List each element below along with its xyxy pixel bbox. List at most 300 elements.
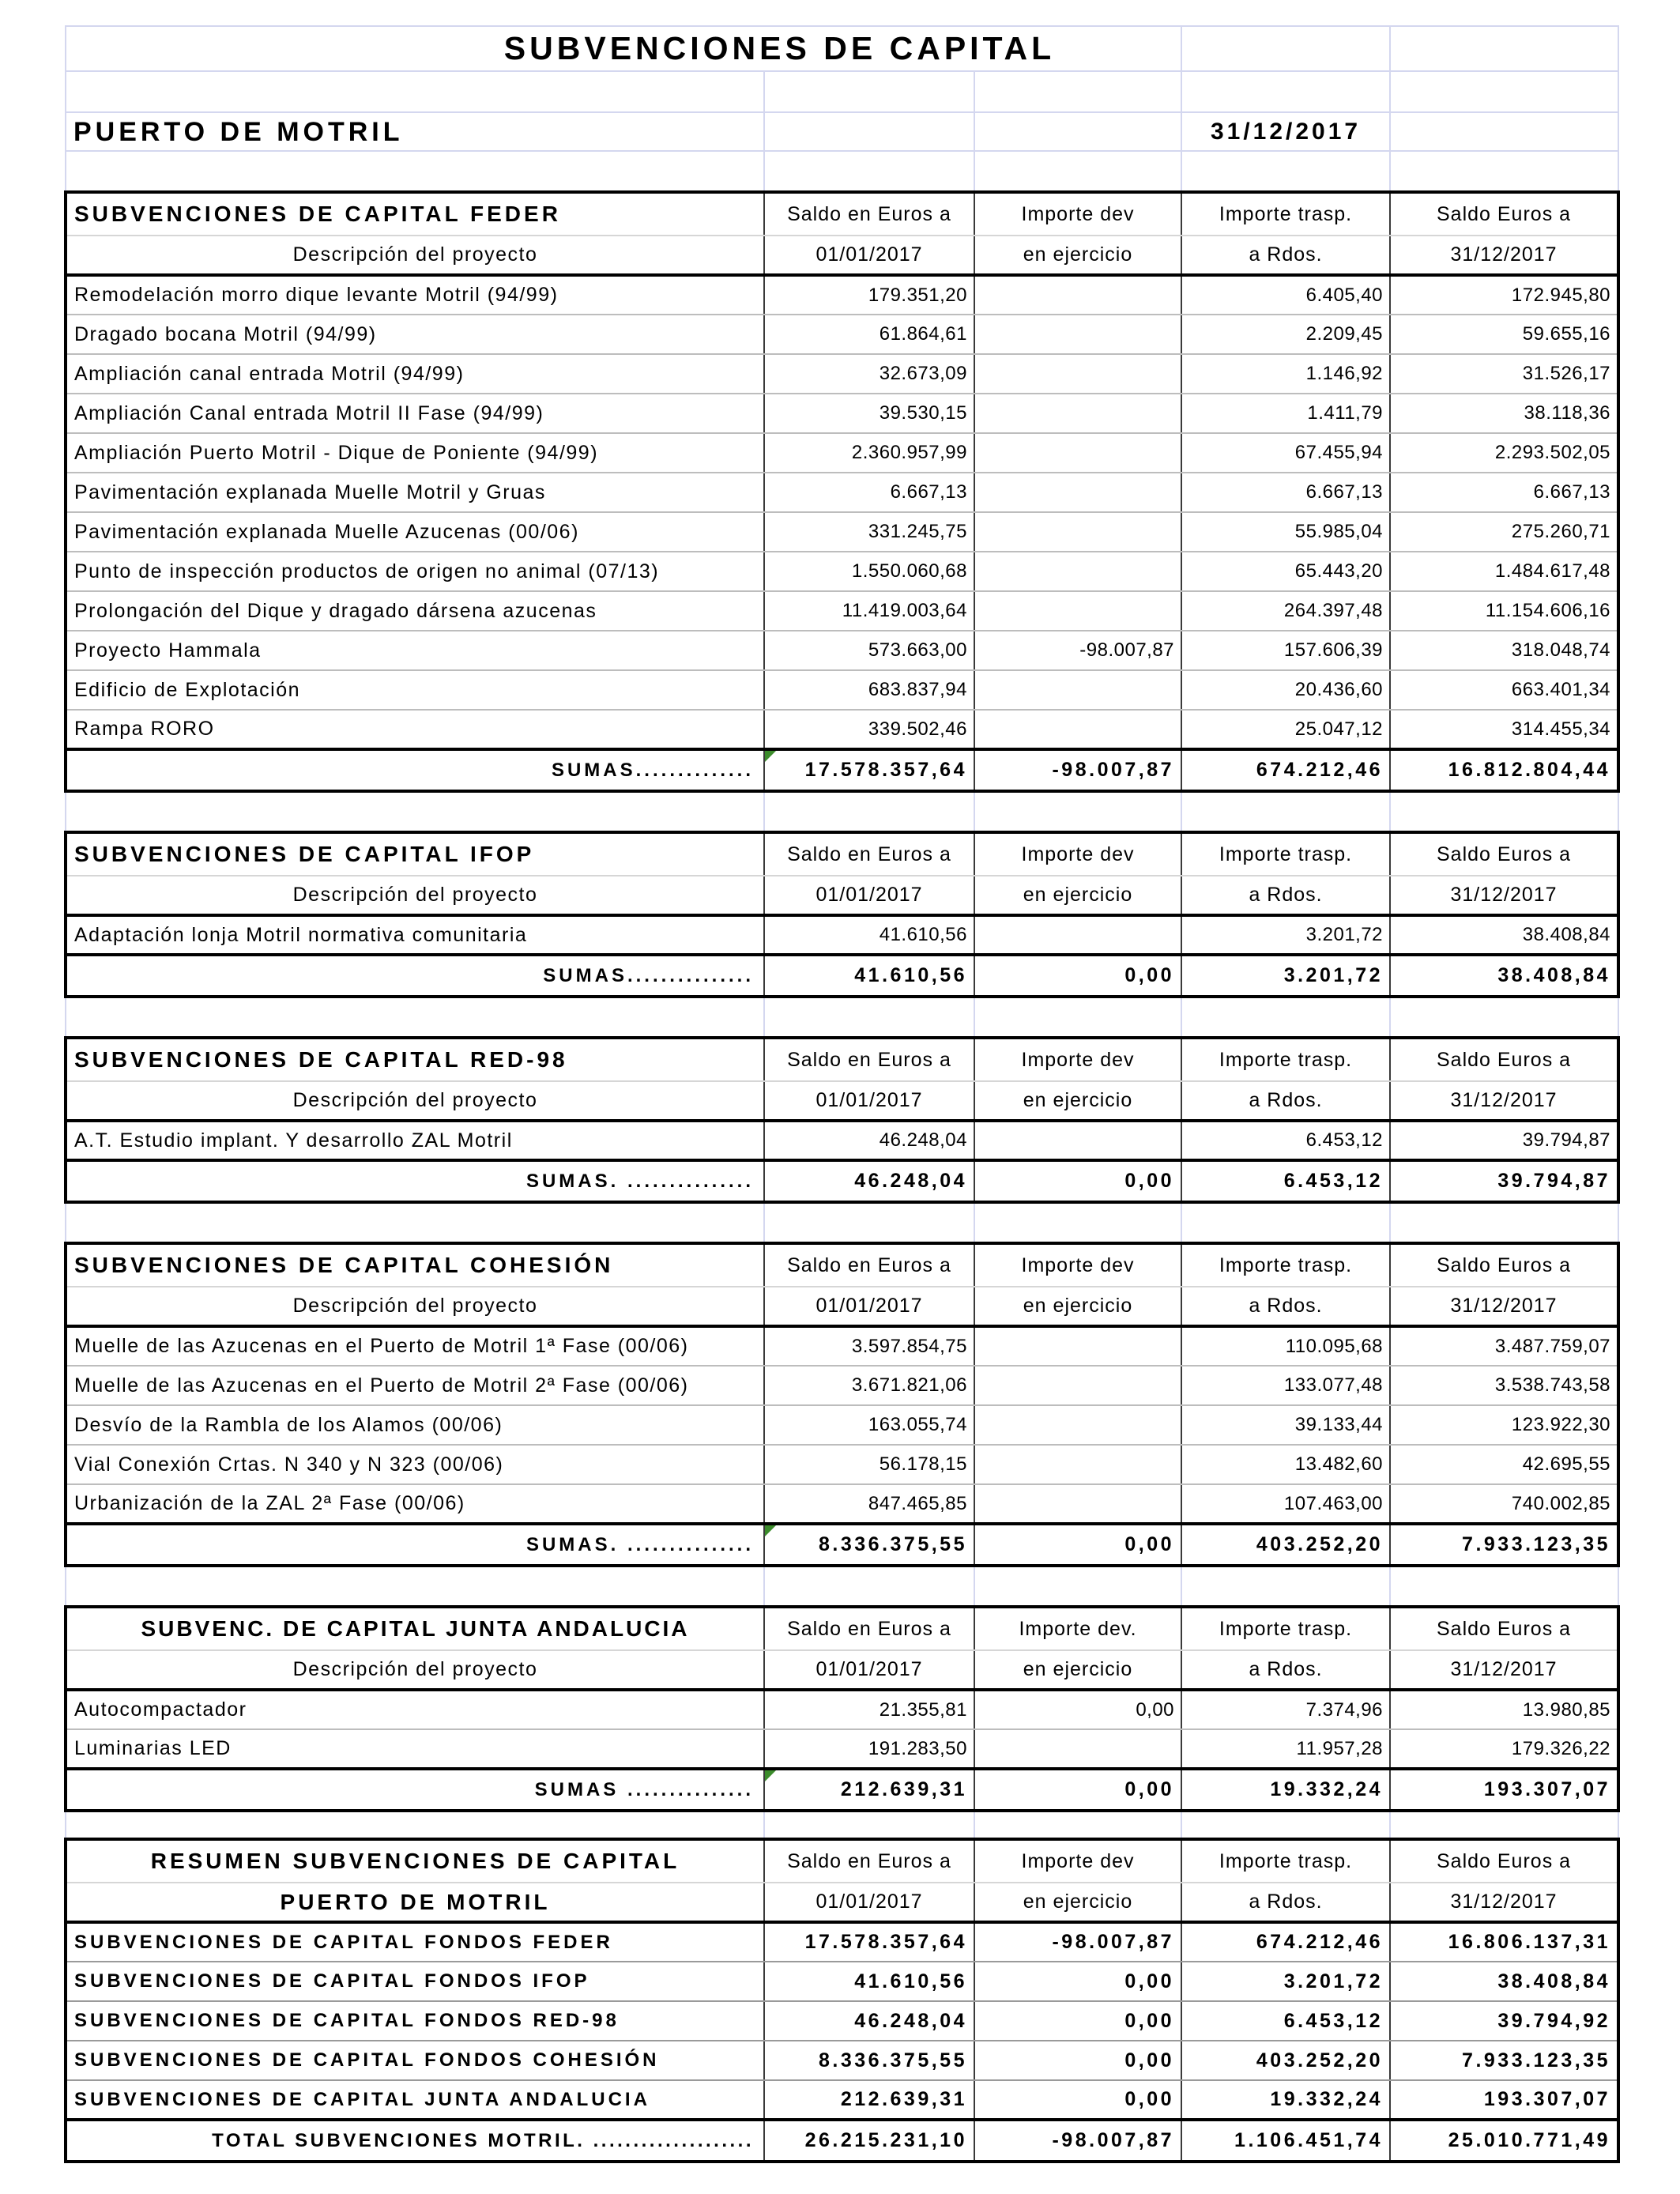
opening-balance-cell: 3.671.821,06 [764,1366,974,1405]
returned-amount-cell [974,433,1181,473]
total-returned-amount: -98.007,87 [974,749,1181,791]
col-header-description: Descripción del proyecto [66,1287,764,1326]
ifop-section [66,832,1618,997]
col-subheader-in-year: en ejercicio [974,1287,1181,1326]
empty-cell [66,791,764,832]
col-subheader-closing-date: 31/12/2017 [1390,1883,1618,1922]
section-heading-row [66,192,1618,236]
closing-balance-cell: 1.484.617,48 [1390,552,1618,591]
feder-section [66,192,1618,791]
spacer [66,1811,1618,1839]
project-description: Urbanización de la ZAL 2ª Fase (00/06) [66,1484,764,1524]
col-header-opening-balance: Saldo en Euros a [764,1839,974,1883]
empty-cell [1390,1811,1618,1839]
table-row [66,433,1618,473]
table-row [66,1366,1618,1405]
project-description: Vial Conexión Crtas. N 340 y N 323 (00/06) [66,1445,764,1484]
total-transferred-amount: 1.106.451,74 [1181,2120,1390,2162]
empty-cell [1390,71,1618,112]
col-header-closing-balance: Saldo Euros a [1390,1243,1618,1287]
project-description: Adaptación lonja Motril normativa comunitaria [66,915,764,955]
col-header-opening-balance: Saldo en Euros a [764,1038,974,1081]
col-subheader-to-results: a Rdos. [1181,1081,1390,1121]
project-description: Edificio de Explotación [66,670,764,710]
capital-subsidies-sheet [64,25,1620,2163]
table-row [66,473,1618,512]
table-row [66,915,1618,955]
closing-balance-cell: 275.260,71 [1390,512,1618,552]
empty-cell [1181,151,1390,192]
empty-cell [764,71,974,112]
document-title: SUBVENCIONES DE CAPITAL [66,26,1181,71]
opening-balance-cell: 6.667,13 [764,473,974,512]
table-row [66,1405,1618,1445]
empty-cell [1181,1566,1390,1607]
totals-row [66,1160,1618,1202]
opening-balance-cell: 573.663,00 [764,631,974,670]
sheet-header [66,26,1618,192]
closing-balance-cell: 38.118,36 [1390,394,1618,433]
col-header-transferred-amount: Importe trasp. [1181,1607,1390,1650]
returned-amount-cell [974,1326,1181,1366]
total-opening-balance: 41.610,56 [764,955,974,997]
empty-cell [1390,26,1618,71]
totals-row [66,749,1618,791]
project-description: Muelle de las Azucenas en el Puerto de Motril 2ª Fase (00/06) [66,1366,764,1405]
project-description: Dragado bocana Motril (94/99) [66,315,764,354]
col-subheader-in-year: en ejercicio [974,1883,1181,1922]
returned-amount-cell [974,1445,1181,1484]
returned-amount-cell [974,315,1181,354]
project-description: Luminarias LED [66,1729,764,1769]
opening-balance-cell: 1.550.060,68 [764,552,974,591]
closing-balance-cell: 3.538.743,58 [1390,1366,1618,1405]
opening-balance-cell: 11.419.003,64 [764,591,974,631]
empty-cell [1390,151,1618,192]
totals-label: SUMAS............... [66,955,764,997]
transferred-amount-cell: 6.405,40 [1181,275,1390,315]
empty-cell [66,151,764,192]
col-header-closing-balance: Saldo Euros a [1390,1038,1618,1081]
empty-cell [66,1811,764,1839]
col-header-description: Descripción del proyecto [66,236,764,275]
returned-amount-cell [974,512,1181,552]
col-header-description: Descripción del proyecto [66,1081,764,1121]
transferred-amount-cell: 3.201,72 [1181,1962,1390,2001]
returned-amount-cell [974,915,1181,955]
table-row [66,552,1618,591]
section-heading-row [66,1243,1618,1287]
col-subheader-opening-date: 01/01/2017 [764,876,974,915]
entity-name: PUERTO DE MOTRIL [66,112,764,151]
title-row [66,26,1618,71]
empty-cell [764,1811,974,1839]
returned-amount-cell [974,552,1181,591]
project-description: A.T. Estudio implant. Y desarrollo ZAL Motril [66,1121,764,1160]
total-closing-balance: 193.307,07 [1390,1769,1618,1811]
transferred-amount-cell: 7.374,96 [1181,1690,1390,1729]
table-row [66,2001,1618,2041]
closing-balance-cell: 3.487.759,07 [1390,1326,1618,1366]
spacer-row [66,71,1618,112]
col-header-returned-amount: Importe dev [974,192,1181,236]
table-row [66,2041,1618,2080]
closing-balance-cell: 39.794,92 [1390,2001,1618,2041]
col-subheader-to-results: a Rdos. [1181,1650,1390,1690]
total-closing-balance: 38.408,84 [1390,955,1618,997]
col-header-description: PUERTO DE MOTRIL [66,1883,764,1922]
col-header-opening-balance: Saldo en Euros a [764,1607,974,1650]
col-subheader-to-results: a Rdos. [1181,236,1390,275]
returned-amount-cell: -98.007,87 [974,631,1181,670]
error-indicator-icon [765,1525,776,1536]
junta-andalucia-section [66,1607,1618,1811]
col-header-transferred-amount: Importe trasp. [1181,832,1390,876]
total-returned-amount: 0,00 [974,1769,1181,1811]
opening-balance-cell: 847.465,85 [764,1484,974,1524]
returned-amount-cell [974,275,1181,315]
returned-amount-cell [974,354,1181,394]
closing-balance-cell: 318.048,74 [1390,631,1618,670]
empty-cell [974,71,1181,112]
report-date: 31/12/2017 [1181,112,1390,151]
empty-cell [974,1566,1181,1607]
total-closing-balance: 39.794,87 [1390,1160,1618,1202]
transferred-amount-cell: 25.047,12 [1181,710,1390,749]
spacer [66,1202,1618,1243]
opening-balance-cell: 39.530,15 [764,394,974,433]
project-description: Rampa RORO [66,710,764,749]
spacer-row [66,1811,1618,1839]
returned-amount-cell: 0,00 [974,2041,1181,2080]
table-row [66,1962,1618,2001]
table-row [66,1484,1618,1524]
returned-amount-cell [974,1366,1181,1405]
empty-cell [764,997,974,1038]
opening-balance-cell: 331.245,75 [764,512,974,552]
section-title: SUBVENCIONES DE CAPITAL COHESIÓN [66,1243,764,1287]
project-description: SUBVENCIONES DE CAPITAL FONDOS IFOP [66,1962,764,2001]
opening-balance-cell: 212.639,31 [764,2080,974,2120]
entity-row [66,112,1618,151]
total-opening-balance: 26.215.231,10 [764,2120,974,2162]
transferred-amount-cell: 133.077,48 [1181,1366,1390,1405]
transferred-amount-cell: 1.411,79 [1181,394,1390,433]
project-description: Ampliación canal entrada Motril (94/99) [66,354,764,394]
error-indicator-icon [765,751,776,762]
closing-balance-cell: 11.154.606,16 [1390,591,1618,631]
returned-amount-cell [974,670,1181,710]
opening-balance-cell: 21.355,81 [764,1690,974,1729]
col-subheader-closing-date: 31/12/2017 [1390,236,1618,275]
empty-cell [66,1202,764,1243]
project-description: Ampliación Puerto Motril - Dique de Poniente (94/99) [66,433,764,473]
transferred-amount-cell: 403.252,20 [1181,2041,1390,2080]
empty-cell [764,791,974,832]
opening-balance-cell: 32.673,09 [764,354,974,394]
total-returned-amount: 0,00 [974,955,1181,997]
project-description: Prolongación del Dique y dragado dársena azucenas [66,591,764,631]
section-subheading-row [66,1081,1618,1121]
opening-balance-cell: 41.610,56 [764,1962,974,2001]
error-indicator-icon [765,1770,776,1781]
closing-balance-cell: 16.806.137,31 [1390,1922,1618,1962]
project-description: SUBVENCIONES DE CAPITAL FONDOS FEDER [66,1922,764,1962]
transferred-amount-cell: 11.957,28 [1181,1729,1390,1769]
section-heading-row [66,1038,1618,1081]
totals-label: SUMAS. ............... [66,1524,764,1566]
project-description: Muelle de las Azucenas en el Puerto de Motril 1ª Fase (00/06) [66,1326,764,1366]
col-header-transferred-amount: Importe trasp. [1181,1243,1390,1287]
transferred-amount-cell: 6.667,13 [1181,473,1390,512]
col-subheader-closing-date: 31/12/2017 [1390,1081,1618,1121]
col-subheader-to-results: a Rdos. [1181,876,1390,915]
opening-balance-cell: 163.055,74 [764,1405,974,1445]
empty-cell [1390,1566,1618,1607]
project-description: SUBVENCIONES DE CAPITAL JUNTA ANDALUCIA [66,2080,764,2120]
spacer [66,791,1618,832]
col-header-closing-balance: Saldo Euros a [1390,1839,1618,1883]
total-closing-balance: 16.812.804,44 [1390,749,1618,791]
transferred-amount-cell: 13.482,60 [1181,1445,1390,1484]
opening-balance-cell: 41.610,56 [764,915,974,955]
project-description: Proyecto Hammala [66,631,764,670]
opening-balance-cell: 683.837,94 [764,670,974,710]
transferred-amount-cell: 107.463,00 [1181,1484,1390,1524]
section-title: RESUMEN SUBVENCIONES DE CAPITAL [66,1839,764,1883]
table-row [66,591,1618,631]
closing-balance-cell: 31.526,17 [1390,354,1618,394]
empty-cell [764,151,974,192]
totals-label: SUMAS ............... [66,1769,764,1811]
opening-balance-cell: 17.578.357,64 [764,1922,974,1962]
transferred-amount-cell: 6.453,12 [1181,2001,1390,2041]
total-transferred-amount: 6.453,12 [1181,1160,1390,1202]
section-title: SUBVENCIONES DE CAPITAL IFOP [66,832,764,876]
transferred-amount-cell: 3.201,72 [1181,915,1390,955]
col-header-opening-balance: Saldo en Euros a [764,1243,974,1287]
returned-amount-cell: 0,00 [974,1690,1181,1729]
empty-cell [66,997,764,1038]
cohesion-section [66,1243,1618,1566]
col-header-transferred-amount: Importe trasp. [1181,192,1390,236]
closing-balance-cell: 193.307,07 [1390,2080,1618,2120]
project-description: Desvío de la Rambla de los Alamos (00/06) [66,1405,764,1445]
empty-cell [764,1202,974,1243]
transferred-amount-cell: 67.455,94 [1181,433,1390,473]
empty-cell [1390,997,1618,1038]
total-transferred-amount: 19.332,24 [1181,1769,1390,1811]
empty-cell [1181,791,1390,832]
total-transferred-amount: 674.212,46 [1181,749,1390,791]
returned-amount-cell: 0,00 [974,2001,1181,2041]
col-header-opening-balance: Saldo en Euros a [764,832,974,876]
col-subheader-opening-date: 01/01/2017 [764,1883,974,1922]
total-returned-amount: 0,00 [974,1160,1181,1202]
transferred-amount-cell: 674.212,46 [1181,1922,1390,1962]
col-header-closing-balance: Saldo Euros a [1390,832,1618,876]
total-returned-amount: 0,00 [974,1524,1181,1566]
opening-balance-cell: 61.864,61 [764,315,974,354]
total-transferred-amount: 403.252,20 [1181,1524,1390,1566]
spacer-row [66,791,1618,832]
spacer-row [66,1566,1618,1607]
transferred-amount-cell: 6.453,12 [1181,1121,1390,1160]
total-closing-balance: 7.933.123,35 [1390,1524,1618,1566]
returned-amount-cell [974,1405,1181,1445]
col-subheader-closing-date: 31/12/2017 [1390,1287,1618,1326]
totals-row [66,955,1618,997]
empty-cell [1181,71,1390,112]
opening-balance-cell: 46.248,04 [764,2001,974,2041]
project-description: Remodelación morro dique levante Motril (94/99) [66,275,764,315]
totals-label: SUMAS. ............... [66,1160,764,1202]
closing-balance-cell: 2.293.502,05 [1390,433,1618,473]
empty-cell [66,71,764,112]
section-title: SUBVENCIONES DE CAPITAL RED-98 [66,1038,764,1081]
col-subheader-to-results: a Rdos. [1181,1287,1390,1326]
closing-balance-cell: 6.667,13 [1390,473,1618,512]
col-subheader-in-year: en ejercicio [974,236,1181,275]
transferred-amount-cell: 264.397,48 [1181,591,1390,631]
transferred-amount-cell: 20.436,60 [1181,670,1390,710]
red98-section [66,1038,1618,1202]
section-subheading-row [66,1287,1618,1326]
opening-balance-cell: 46.248,04 [764,1121,974,1160]
project-description: Pavimentación explanada Muelle Motril y Gruas [66,473,764,512]
closing-balance-cell: 38.408,84 [1390,915,1618,955]
project-description: SUBVENCIONES DE CAPITAL FONDOS COHESIÓN [66,2041,764,2080]
opening-balance-cell: 339.502,46 [764,710,974,749]
empty-cell [1390,1202,1618,1243]
table-row [66,354,1618,394]
empty-cell [1181,1811,1390,1839]
returned-amount-cell: 0,00 [974,2080,1181,2120]
total-transferred-amount: 3.201,72 [1181,955,1390,997]
empty-cell [974,997,1181,1038]
col-subheader-in-year: en ejercicio [974,1081,1181,1121]
col-header-returned-amount: Importe dev [974,1038,1181,1081]
opening-balance-cell: 56.178,15 [764,1445,974,1484]
transferred-amount-cell: 1.146,92 [1181,354,1390,394]
closing-balance-cell: 123.922,30 [1390,1405,1618,1445]
returned-amount-cell: -98.007,87 [974,1922,1181,1962]
transferred-amount-cell: 55.985,04 [1181,512,1390,552]
totals-row [66,1769,1618,1811]
section-heading-row [66,832,1618,876]
project-description: Punto de inspección productos de origen no animal (07/13) [66,552,764,591]
col-header-description: Descripción del proyecto [66,876,764,915]
empty-cell [1181,997,1390,1038]
col-subheader-in-year: en ejercicio [974,1650,1181,1690]
section-subheading-row [66,1650,1618,1690]
transferred-amount-cell: 19.332,24 [1181,2080,1390,2120]
empty-cell [764,1566,974,1607]
table-row [66,512,1618,552]
project-description: Autocompactador [66,1690,764,1729]
col-subheader-opening-date: 01/01/2017 [764,1081,974,1121]
table-row [66,1326,1618,1366]
transferred-amount-cell: 65.443,20 [1181,552,1390,591]
col-header-closing-balance: Saldo Euros a [1390,1607,1618,1650]
table-row [66,670,1618,710]
closing-balance-cell: 172.945,80 [1390,275,1618,315]
returned-amount-cell [974,591,1181,631]
section-subheading-row [66,876,1618,915]
table-row [66,1922,1618,1962]
totals-label: SUMAS.............. [66,749,764,791]
col-header-returned-amount: Importe dev. [974,1607,1181,1650]
col-header-closing-balance: Saldo Euros a [1390,192,1618,236]
project-description: Ampliación Canal entrada Motril II Fase (94/99) [66,394,764,433]
col-subheader-opening-date: 01/01/2017 [764,236,974,275]
col-subheader-opening-date: 01/01/2017 [764,1650,974,1690]
total-opening-balance: 212.639,31 [764,1769,974,1811]
col-header-returned-amount: Importe dev [974,832,1181,876]
empty-cell [1390,112,1618,151]
project-description: Pavimentación explanada Muelle Azucenas (00/06) [66,512,764,552]
col-header-description: Descripción del proyecto [66,1650,764,1690]
table-row [66,1690,1618,1729]
closing-balance-cell: 13.980,85 [1390,1690,1618,1729]
spacer [66,997,1618,1038]
returned-amount-cell [974,1484,1181,1524]
empty-cell [764,112,974,151]
closing-balance-cell: 59.655,16 [1390,315,1618,354]
col-header-transferred-amount: Importe trasp. [1181,1839,1390,1883]
empty-cell [974,791,1181,832]
empty-cell [974,1811,1181,1839]
empty-cell [1390,791,1618,832]
closing-balance-cell: 38.408,84 [1390,1962,1618,2001]
closing-balance-cell: 314.455,34 [1390,710,1618,749]
spacer [66,1566,1618,1607]
col-header-opening-balance: Saldo en Euros a [764,192,974,236]
section-heading-row [66,1607,1618,1650]
summary-section [66,1839,1618,2162]
opening-balance-cell: 179.351,20 [764,275,974,315]
project-description: SUBVENCIONES DE CAPITAL FONDOS RED-98 [66,2001,764,2041]
col-subheader-closing-date: 31/12/2017 [1390,1650,1618,1690]
col-header-transferred-amount: Importe trasp. [1181,1038,1390,1081]
total-opening-balance: 17.578.357,64 [764,749,974,791]
col-subheader-opening-date: 01/01/2017 [764,1287,974,1326]
totals-row [66,1524,1618,1566]
col-subheader-to-results: a Rdos. [1181,1883,1390,1922]
transferred-amount-cell: 157.606,39 [1181,631,1390,670]
table-row [66,710,1618,749]
totals-label: TOTAL SUBVENCIONES MOTRIL. .................... [66,2120,764,2162]
opening-balance-cell: 8.336.375,55 [764,2041,974,2080]
transferred-amount-cell: 2.209,45 [1181,315,1390,354]
section-title: SUBVENC. DE CAPITAL JUNTA ANDALUCIA [66,1607,764,1650]
total-opening-balance: 46.248,04 [764,1160,974,1202]
col-subheader-closing-date: 31/12/2017 [1390,876,1618,915]
section-title: SUBVENCIONES DE CAPITAL FEDER [66,192,764,236]
empty-cell [66,1566,764,1607]
col-header-returned-amount: Importe dev [974,1839,1181,1883]
opening-balance-cell: 2.360.957,99 [764,433,974,473]
col-header-returned-amount: Importe dev [974,1243,1181,1287]
table-row [66,631,1618,670]
opening-balance-cell: 3.597.854,75 [764,1326,974,1366]
table-row [66,1445,1618,1484]
closing-balance-cell: 663.401,34 [1390,670,1618,710]
total-opening-balance: 8.336.375,55 [764,1524,974,1566]
empty-cell [974,151,1181,192]
opening-balance-cell: 191.283,50 [764,1729,974,1769]
spacer-row [66,1202,1618,1243]
